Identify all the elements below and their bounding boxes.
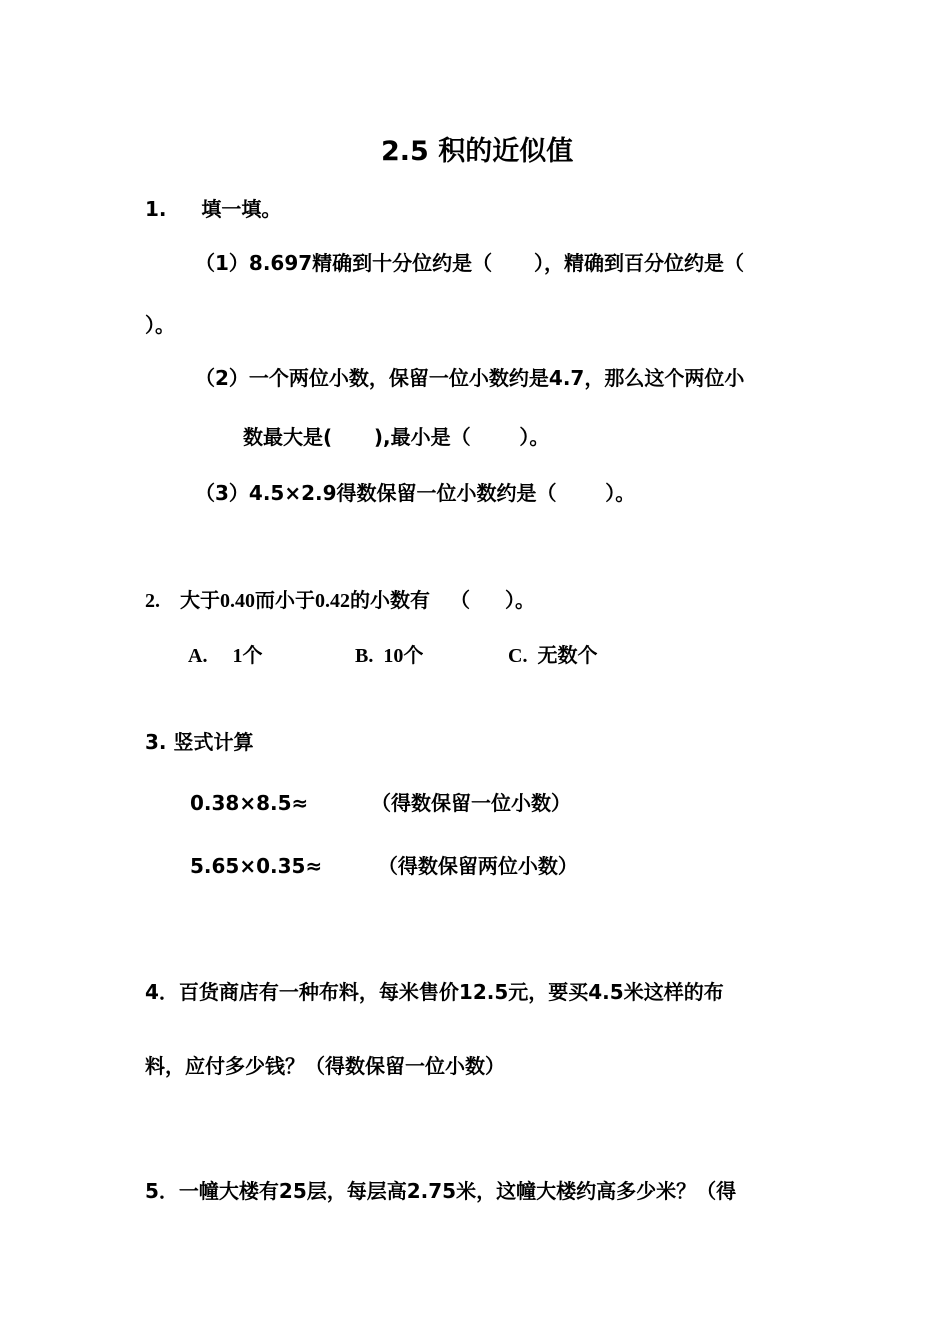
q2-option-b: B. 10个 [355, 645, 424, 667]
q2-stem: 2. 大于0.40而小于0.42的小数有 （ ）。 [145, 590, 535, 612]
q4-line1: 4．百货商店有一种布料，每米售价12.5元，要买4.5米这样的布 [145, 980, 724, 1004]
q4-line2: 料，应付多少钱？（得数保留一位小数） [145, 1054, 505, 1078]
q1-part1-line1: （1）8.697精确到十分位约是（ ），精确到百分位约是（ [195, 251, 744, 275]
q1-part3: （3）4.5×2.9得数保留一位小数约是（ ）。 [195, 481, 636, 505]
q3-heading: 3. 竖式计算 [145, 730, 254, 754]
q3-item2: 5.65×0.35≈ （得数保留两位小数） [190, 854, 578, 878]
q1-part2-line1: （2）一个两位小数，保留一位小数约是4.7，那么这个两位小 [195, 366, 745, 390]
q5-line1: 5．一幢大楼有25层，每层高2.75米，这幢大楼约高多少米？（得 [145, 1179, 737, 1203]
q2-option-a: A. 1个 [188, 645, 263, 667]
page-title: 2.5 积的近似值 [381, 136, 574, 167]
q2-option-c: C. 无数个 [508, 645, 598, 667]
q1-heading: 1. 填一填。 [145, 197, 282, 221]
q1-part1-line2: ）。 [145, 313, 175, 337]
q1-part2-line2: 数最大是( ),最小是（ ）。 [243, 425, 550, 449]
q3-item1: 0.38×8.5≈ （得数保留一位小数） [190, 791, 571, 815]
